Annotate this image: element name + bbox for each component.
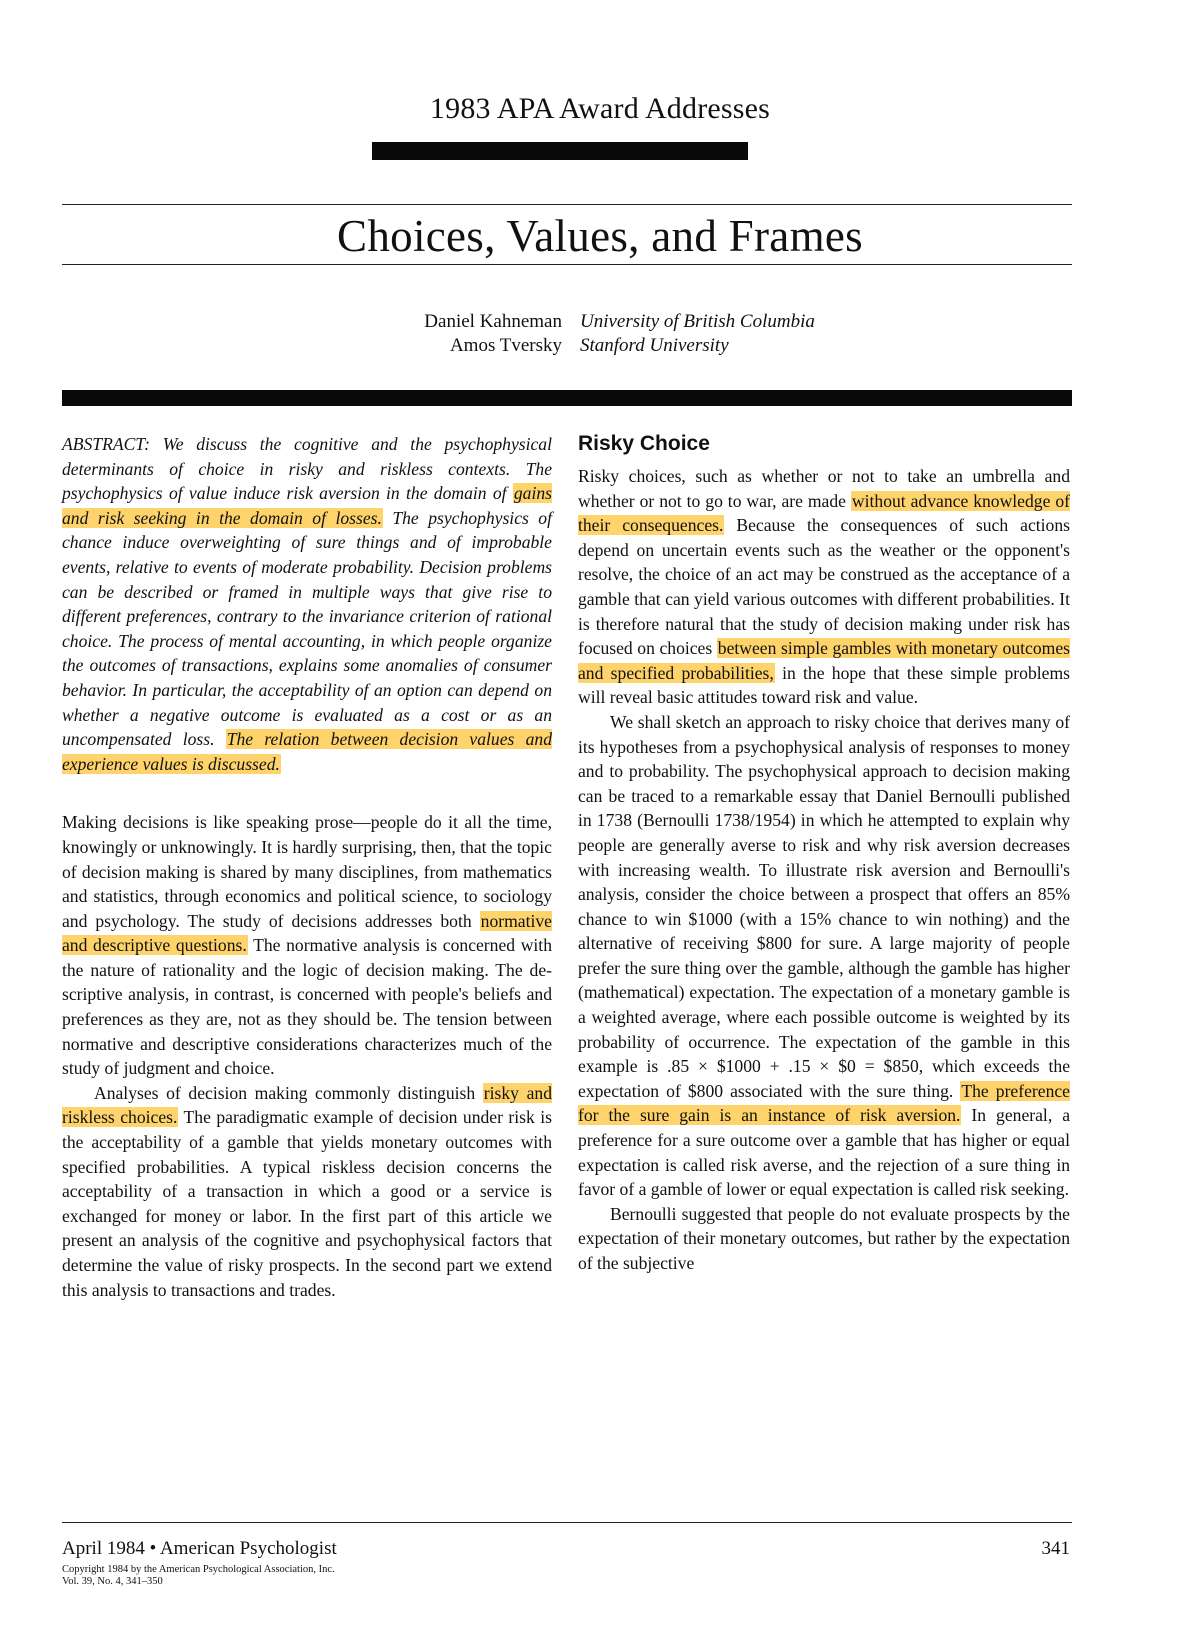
body-paragraph xyxy=(578,464,1070,710)
spacer xyxy=(62,776,552,810)
intro-paragraph xyxy=(62,810,552,1081)
body-text: The paradigmatic example of decision under risk is the acceptability of a gamble that yields monetary outcomes with specified probabilities. A typical riskless decision concerns the acceptability of a transaction in which a good or a service is exchanged for money or labor. In the first part of this article we present an analysis of the cognitive and psychophysical factors that determine the value of risky prospects. In the second part we extend this analysis to transactions and trades. xyxy=(62,1107,553,1300)
header-divider-bar xyxy=(62,390,1072,406)
abstract-text: The psychophysics of chance induce overweighting of sure things and of improbable events, relative to events of moderate probability. Decision problems can be described or framed in multiple ways that give rise to different preferences, contrary to the invariance criterion of rational choice. The process of mental accounting, in which people organize the outcomes of transactions, explains some anomalies of consumer behavior. In particular, the acceptability of an option can depend on whether a negative outcome is evaluated as a cost or as an uncompensated loss. xyxy=(62,507,552,750)
highlight: without advance knowledge of their consequences. xyxy=(578,490,1070,536)
highlight: normative and descriptive questions. xyxy=(62,910,552,956)
intro-paragraph xyxy=(62,1081,552,1302)
body-text: In general, a preference for a sure outcome over a gamble that has higher or equal expectation is called risk averse, and the rejection of a sure thing in favor of a gamble of lower or equal expectation is called risk seeking. xyxy=(578,1105,1070,1200)
body-text: Making decisions is like speaking prose—people do it all the time, knowingly or unknowingly. It is hardly surprising, then, that the topic of decision making is shared by many disciplines, from mathematics and statistics, through economics and political science, to sociology and psychology. The study of decisions addresses both xyxy=(62,812,552,931)
right-column xyxy=(578,432,1070,1276)
section-heading: Risky Choice xyxy=(578,432,710,455)
series-heading: 1983 APA Award Addresses xyxy=(429,92,771,125)
body-paragraph xyxy=(578,710,1070,1202)
copyright-line: Copyright 1984 by the American Psychological Association, Inc. xyxy=(62,1564,335,1575)
author-affiliation: Stanford University xyxy=(580,335,729,356)
highlight: between simple gambles with monetary outcomes and specified probabilities, xyxy=(578,638,1070,683)
highlight: The relation between decision values and experience values is discussed. xyxy=(62,729,552,774)
title-top-rule xyxy=(62,204,1072,205)
highlight: The preference for the sure gain is an instance of risk aversion. xyxy=(578,1080,1070,1126)
body-text: Risky choices, such as whether or not to take an umbrella and whether or not to go to war, are made xyxy=(578,466,1070,511)
journal-footer: April 1984 • American Psychologist xyxy=(62,1538,337,1559)
body-text: Analyses of decision making commonly distinguish xyxy=(94,1082,483,1103)
copyright-notice xyxy=(62,1564,335,1588)
body-text: We shall sketch an approach to risky choice that derives many of its hypotheses from a psychophysical analysis of responses to money and to probability. The psychophysical approach to decision making can be traced to a remarkable essay that Daniel Bernoulli published in 1738 (Bernoulli 1738/1954) in which he attempted to explain why people are generally averse to risk and why risk aversion decreases with increasing wealth. To illustrate risk aversion and Bernoulli's analysis, consider the choice between a prospect that offers an 85% chance to win $1000 (with a 15% chance to win nothing) and the alternative of receiving $800 for sure. A large majority of people prefer the sure thing over the gamble, although the gamble has higher (mathematical) expectation. The expectation of a monetary gamble is a weighted average, where each possible outcome is weighted by its probability of occurrence. The expectation of the gamble in this example is .85 × $1000 + .15 × $0 = $850, which exceeds the expectation of $800 associated with the sure thing. xyxy=(578,711,1070,1101)
highlight: gains and risk seeking in the domain of losses. xyxy=(62,483,552,528)
author-name: Amos Tversky xyxy=(449,335,562,356)
body-text: The normative analysis is concerned with the nature of rationality and the logic of decision making. The descriptive analysis, in contrast, is concerned with people's beliefs and preferences as they are, not as they should be. The tension between normative and descriptive considerations characterizes much of the study of judgment and choice. xyxy=(62,935,552,1079)
title-bottom-rule xyxy=(62,264,1072,265)
author-name: Daniel Kahneman xyxy=(424,311,562,332)
footer-rule xyxy=(62,1522,1072,1523)
abstract-text: ABSTRACT: We discuss the cognitive and the psychophysical determinants of choice in risky and riskless contexts. The psychophysics of value induce risk aversion in the domain of xyxy=(62,434,552,504)
author-affiliation: University of British Columbia xyxy=(580,311,815,332)
body-text: Because the consequences of such actions depend on uncertain events such as the weather or the opponent's resolve, the choice of an act may be construed as the acceptance of a gamble that can yield various outcomes with different probabilities. It is therefore natural that the study of decision making under risk has focused on choices xyxy=(578,515,1070,659)
left-column xyxy=(62,432,552,1302)
body-text: in the hope that these simple problems will reveal basic attitudes toward risk and value. xyxy=(578,662,1070,708)
highlight: risky and riskless choices. xyxy=(62,1082,552,1128)
author-affiliations xyxy=(580,310,940,358)
article-title: Choices, Values, and Frames xyxy=(337,211,863,261)
abstract xyxy=(62,432,552,776)
series-underline-bar xyxy=(372,142,748,160)
volume-line: Vol. 39, No. 4, 341–350 xyxy=(62,1576,163,1587)
author-names xyxy=(300,310,562,358)
body-paragraph: Bernoulli suggested that people do not evaluate prospects by the expectation of their monetary outcomes, but rather by the expectation of the subjective xyxy=(578,1203,1070,1273)
page-number: 341 xyxy=(1041,1538,1070,1559)
